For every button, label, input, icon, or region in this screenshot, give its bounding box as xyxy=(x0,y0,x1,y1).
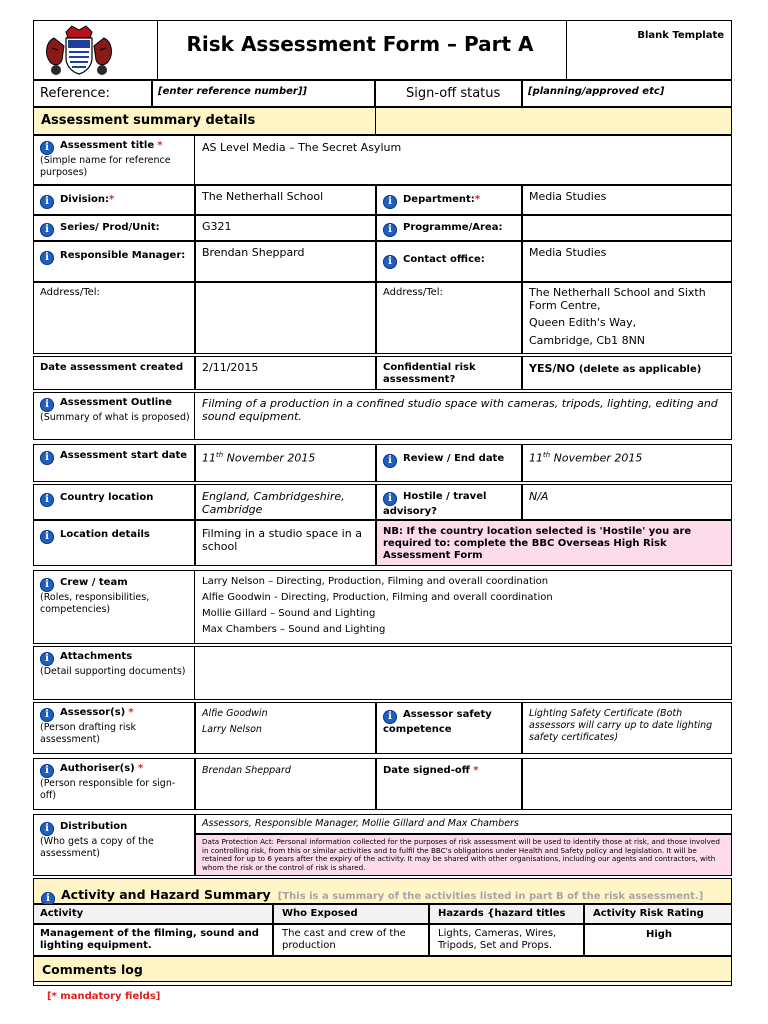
info-icon[interactable]: i xyxy=(40,451,54,465)
review-suffix: th xyxy=(543,451,551,459)
info-icon[interactable]: i xyxy=(40,251,54,265)
hostile-value: N/A xyxy=(529,490,549,503)
hostile-label: Hostile / travel advisory? xyxy=(383,491,487,517)
summary-section-title: Assessment summary details xyxy=(41,113,256,128)
assessors-label: Assessor(s) xyxy=(60,707,126,718)
contact-office-input[interactable] xyxy=(522,241,732,282)
info-icon[interactable]: i xyxy=(40,530,54,544)
hazards-cell[interactable] xyxy=(429,924,584,956)
crew-list[interactable] xyxy=(202,576,726,640)
confidential-value: YES/NO xyxy=(529,362,575,375)
info-icon[interactable]: i xyxy=(383,710,397,724)
date-created-label-cell xyxy=(33,356,195,390)
division-input[interactable] xyxy=(195,185,376,215)
activity-section-header xyxy=(33,878,732,904)
country-input[interactable] xyxy=(195,484,376,520)
series-value: G321 xyxy=(202,220,232,233)
start-date-day: 11 xyxy=(202,451,216,465)
location-input[interactable] xyxy=(195,520,376,566)
crew-member: Mollie Gillard – Sound and Lighting xyxy=(202,608,376,619)
template-cell xyxy=(566,20,732,80)
info-icon[interactable]: i xyxy=(383,195,397,209)
distribution-note: (Who gets a copy of the assessment) xyxy=(40,836,154,859)
assessor-safety-value: Lighting Safety Certificate (Both assessors will carry up to date lighting safety certificates) xyxy=(529,708,713,743)
info-icon[interactable]: i xyxy=(40,578,54,592)
template-label: Blank Template xyxy=(637,30,724,41)
required-star: * xyxy=(474,194,481,205)
country-label: Country location xyxy=(60,492,154,503)
info-icon[interactable]: i xyxy=(383,223,397,237)
assessors-input[interactable] xyxy=(195,702,376,754)
division-label: Division: xyxy=(60,194,110,205)
col-activity: Activity xyxy=(40,908,84,919)
assessment-title-label-cell xyxy=(33,135,195,185)
date-signed-label: Date signed-off xyxy=(383,765,470,776)
assessment-title-label: Assessment title xyxy=(60,140,155,151)
info-icon[interactable]: i xyxy=(383,255,397,269)
address-label-left: Address/Tel: xyxy=(40,287,100,298)
hazards-value: Lights, Cameras, Wires, Tripods, Set and Props. xyxy=(438,928,557,951)
col-risk-rating: Activity Risk Rating xyxy=(593,908,704,919)
location-label: Location details xyxy=(60,529,150,540)
comments-log-area[interactable] xyxy=(33,982,732,986)
distribution-input[interactable] xyxy=(195,814,732,834)
required-star: * xyxy=(137,763,144,774)
required-star: * xyxy=(128,707,134,718)
col-who-exposed: Who Exposed xyxy=(282,908,358,919)
department-label-cell xyxy=(376,185,522,215)
data-protection-text: Data Protection Act: Personal information collected for the purposes of risk assessment will be used to identify those at risk, and those involved in controlling risk, from this or similar activities and to fulfil the BBC's obligations under Health and Safety policy and legislation. It will be retained for up to 6 years after the expiry of the activity. It may be shared with other organisations, including our agents and contractors, with whom the risk or the control of risk is shared. xyxy=(202,837,720,872)
confidential-label: Confidential risk assessment? xyxy=(383,362,476,385)
comments-log-header xyxy=(33,956,732,982)
assessor-safety-label: Assessor safety competence xyxy=(383,709,492,735)
activity-title: Activity and Hazard Summary xyxy=(61,887,271,902)
info-icon[interactable]: i xyxy=(383,454,397,468)
signoff-value: [planning/approved etc] xyxy=(528,86,665,97)
confidential-input[interactable] xyxy=(522,356,732,390)
who-exposed-col-header xyxy=(273,904,429,924)
authoriser-label: Authoriser(s) xyxy=(60,763,135,774)
department-value: Media Studies xyxy=(529,190,607,203)
address-label-cell-right xyxy=(376,282,522,354)
date-signed-input[interactable] xyxy=(522,758,732,810)
hostile-input[interactable] xyxy=(522,484,732,520)
date-created-value: 2/11/2015 xyxy=(202,361,259,374)
division-label-cell xyxy=(33,185,195,215)
contact-office-label: Contact office: xyxy=(403,254,485,265)
info-icon[interactable]: i xyxy=(40,141,54,155)
info-icon[interactable]: i xyxy=(40,652,54,666)
crest-logo xyxy=(42,24,116,76)
hostile-label-cell xyxy=(376,484,522,520)
programme-label: Programme/Area: xyxy=(403,222,503,233)
attachments-note: (Detail supporting documents) xyxy=(40,666,186,677)
col-hazards: Hazards {hazard titles xyxy=(438,908,566,919)
assessor-name: Larry Nelson xyxy=(202,724,262,735)
crew-member: Larry Nelson – Directing, Production, Filming and overall coordination xyxy=(202,576,549,587)
manager-input[interactable] xyxy=(195,241,376,282)
risk-rating-col-header xyxy=(584,904,732,924)
assessor-safety-label-cell xyxy=(376,702,522,754)
crest-cell xyxy=(33,20,158,80)
start-date-label-cell xyxy=(33,444,195,482)
activity-col-header xyxy=(33,904,273,924)
outline-note: (Summary of what is proposed) xyxy=(40,412,190,423)
crew-note: (Roles, responsibilities, competencies) xyxy=(40,592,150,615)
country-label-cell xyxy=(33,484,195,520)
contact-office-value: Media Studies xyxy=(529,246,607,259)
assessor-safety-input[interactable] xyxy=(522,702,732,754)
location-label-cell xyxy=(33,520,195,566)
date-signed-label-cell xyxy=(376,758,522,810)
reference-label: Reference: xyxy=(40,86,110,101)
activity-value: Management of the filming, sound and lighting equipment. xyxy=(40,928,259,951)
location-value: Filming in a studio space in a school xyxy=(202,527,362,553)
authoriser-label-cell xyxy=(33,758,195,810)
outline-value[interactable]: Filming of a production in a confined studio space with cameras, tripods, lighting, editing and sound equipment. xyxy=(202,397,718,423)
review-input[interactable] xyxy=(522,444,732,482)
reference-value: [enter reference number]] xyxy=(158,86,307,97)
manager-value: Brendan Sheppard xyxy=(202,246,305,259)
manager-label: Responsible Manager: xyxy=(60,250,186,261)
attachments-label-cell xyxy=(33,646,195,700)
distribution-label: Distribution xyxy=(60,821,128,832)
required-star: * xyxy=(473,765,479,776)
assessors-note: (Person drafting risk assessment) xyxy=(40,722,137,745)
info-icon[interactable]: i xyxy=(40,223,54,237)
hazards-col-header xyxy=(429,904,584,924)
address-input-left[interactable] xyxy=(195,282,376,354)
crew-label: Crew / team xyxy=(60,577,128,588)
summary-section-header-right xyxy=(375,107,732,135)
assessors-label-cell xyxy=(33,702,195,754)
series-label: Series/ Prod/Unit: xyxy=(60,222,160,233)
who-exposed-cell[interactable] xyxy=(273,924,429,956)
attachments-input[interactable] xyxy=(196,647,731,699)
department-label: Department: xyxy=(403,194,475,205)
outline-label: Assessment Outline xyxy=(60,397,173,408)
start-date-suffix: th xyxy=(216,451,224,459)
form-title: Risk Assessment Form – Part A xyxy=(186,32,534,56)
series-label-cell xyxy=(33,215,195,241)
activity-cell[interactable] xyxy=(33,924,273,956)
signoff-label: Sign-off status xyxy=(406,86,501,101)
info-icon[interactable]: i xyxy=(383,492,397,506)
hostile-nb-note xyxy=(376,520,732,566)
authoriser-input[interactable] xyxy=(195,758,376,810)
programme-input[interactable] xyxy=(522,215,732,241)
required-star: * xyxy=(157,140,163,151)
info-icon[interactable]: i xyxy=(41,892,55,906)
date-created-input[interactable] xyxy=(195,356,376,390)
risk-rating-cell[interactable] xyxy=(584,924,732,956)
crew-member: Max Chambers – Sound and Lighting xyxy=(202,624,386,635)
info-icon[interactable]: i xyxy=(40,822,54,836)
info-icon[interactable]: i xyxy=(40,398,54,412)
who-exposed-value: The cast and crew of the production xyxy=(282,928,406,951)
confidential-note: (delete as applicable) xyxy=(578,364,702,375)
address-line: The Netherhall School and Sixth Form Centre, xyxy=(529,286,706,312)
country-value: England, Cambridgeshire, Cambridge xyxy=(202,490,345,516)
confidential-label-cell xyxy=(376,356,522,390)
nb-text: NB: If the country location selected is 'Hostile' you are required to: complete the BBC Overseas High Risk Assessment Form xyxy=(383,526,692,561)
authoriser-value: Brendan Sheppard xyxy=(202,765,291,776)
address-label-cell-left xyxy=(33,282,195,354)
review-label-cell xyxy=(376,444,522,482)
assessment-title-value[interactable]: AS Level Media – The Secret Asylum xyxy=(202,141,402,154)
assessment-title-note: (Simple name for reference purposes) xyxy=(40,155,171,178)
authoriser-note: (Person responsible for sign-off) xyxy=(40,778,176,801)
address-line: Queen Edith's Way, xyxy=(529,316,637,329)
review-rest: November 2015 xyxy=(550,451,643,465)
start-date-input[interactable] xyxy=(195,444,376,482)
address-line: Cambridge, Cb1 8NN xyxy=(529,334,646,347)
risk-rating-value: High xyxy=(645,929,673,940)
assessor-name: Alfie Goodwin xyxy=(202,708,268,719)
address-input-right[interactable] xyxy=(522,282,732,354)
division-value: The Netherhall School xyxy=(202,190,324,203)
distribution-value: Assessors, Responsible Manager, Mollie Gillard and Max Chambers xyxy=(202,818,519,829)
crew-member: Alfie Goodwin - Directing, Production, Filming and overall coordination xyxy=(202,592,553,603)
data-protection-notice xyxy=(195,834,732,876)
activity-subtitle: [This is a summary of the activities listed in part B of the risk assessment.] xyxy=(277,891,704,902)
attachments-label: Attachments xyxy=(60,651,133,662)
review-label: Review / End date xyxy=(403,453,505,464)
address-label-right: Address/Tel: xyxy=(383,287,443,298)
distribution-label-cell xyxy=(33,814,195,876)
info-icon[interactable]: i xyxy=(40,195,54,209)
outline-label-cell xyxy=(33,392,195,440)
required-star: * xyxy=(109,194,115,205)
programme-label-cell xyxy=(376,215,522,241)
department-input[interactable] xyxy=(522,185,732,215)
manager-label-cell xyxy=(33,241,195,282)
crew-label-cell xyxy=(33,570,195,644)
info-icon[interactable]: i xyxy=(40,764,54,778)
date-created-label: Date assessment created xyxy=(40,362,184,373)
contact-office-label-cell xyxy=(376,241,522,282)
info-icon[interactable]: i xyxy=(40,493,54,507)
mandatory-note: [* mandatory fields] xyxy=(47,991,161,1002)
info-icon[interactable]: i xyxy=(40,708,54,722)
start-date-label: Assessment start date xyxy=(60,450,188,461)
series-input[interactable] xyxy=(195,215,376,241)
comments-log-label: Comments log xyxy=(42,962,143,977)
start-date-rest: November 2015 xyxy=(223,451,316,465)
review-day: 11 xyxy=(529,451,543,465)
